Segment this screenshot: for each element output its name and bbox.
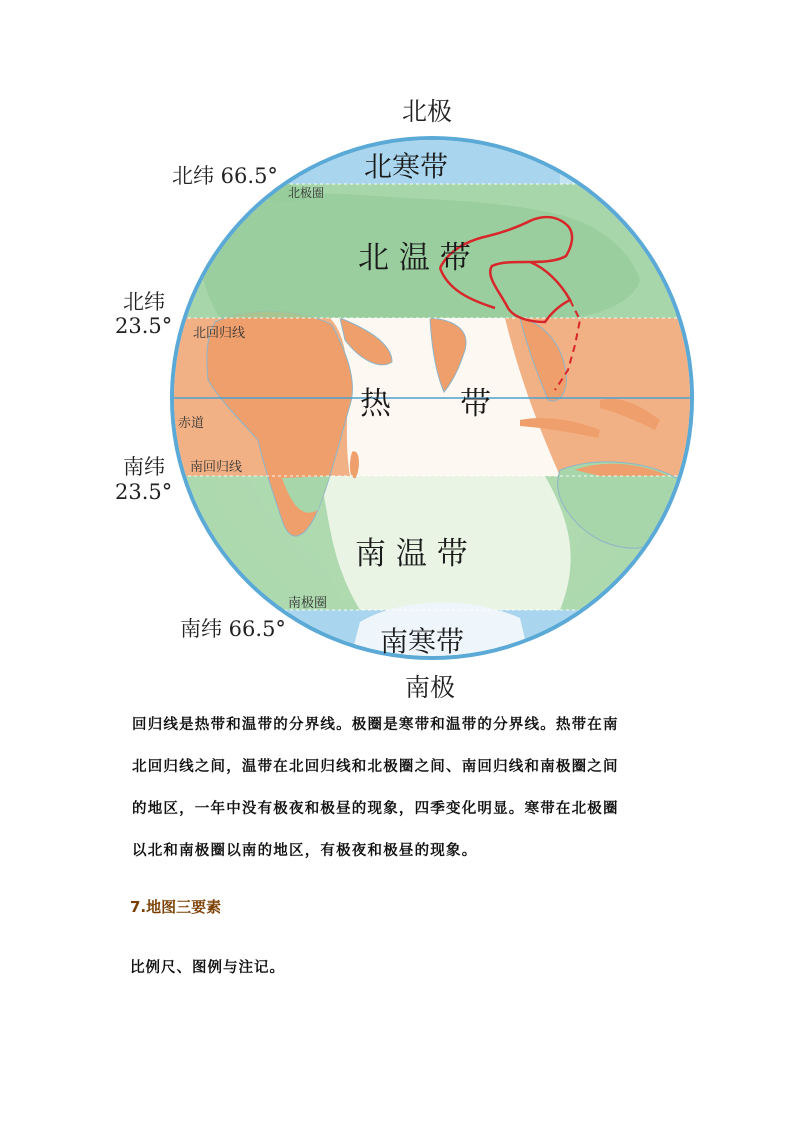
arctic-circle-label: 北极圈 <box>288 186 325 200</box>
paragraph-line: 的地区，一年中没有极夜和极昼的现象，四季变化明显。寒带在北极圈 <box>132 801 619 817</box>
section-heading: 7.地图三要素 <box>130 898 222 916</box>
tropic-of-cancer-label: 北回归线 <box>193 326 246 341</box>
tropic-zone-label-right: 带 <box>460 386 491 422</box>
south-frigid-zone-label: 南寒带 <box>380 625 465 658</box>
equator-label: 赤道 <box>178 416 205 431</box>
latitude-n23-label-line1: 北纬 <box>123 290 165 314</box>
latitude-s23-label-line1: 南纬 <box>123 455 165 479</box>
explanation-paragraph <box>132 704 672 872</box>
section-body: 比例尺、图例与注记。 <box>130 960 285 976</box>
south-pole-label: 南极 <box>405 673 456 702</box>
north-pole-label: 北极 <box>402 97 453 126</box>
latitude-n23-label-line2: 23.5° <box>115 314 173 338</box>
latitude-s66-label: 南纬 66.5° <box>180 617 286 641</box>
north-frigid-zone-label: 北寒带 <box>364 150 449 183</box>
paragraph-line: 以北和南极圈以南的地区，有极夜和极昼的现象。 <box>132 843 478 859</box>
latitude-n66-label: 北纬 66.5° <box>172 164 278 188</box>
latitude-s23-label-line2: 23.5° <box>115 480 173 504</box>
paragraph-line: 回归线是热带和温带的分界线。极圈是寒带和温带的分界线。热带在南 <box>132 717 619 733</box>
tropic-zone-label-left: 热 <box>360 386 391 422</box>
south-temperate-zone-label: 南 温 带 <box>355 536 468 572</box>
north-temperate-zone-label: 北 温 带 <box>358 240 471 276</box>
tropic-of-capricorn-label: 南回归线 <box>190 460 243 475</box>
antarctic-circle-label: 南极圈 <box>288 596 328 611</box>
paragraph-line: 北回归线之间，温带在北回归线和北极圈之间、南回归线和南极圈之间 <box>132 759 619 775</box>
